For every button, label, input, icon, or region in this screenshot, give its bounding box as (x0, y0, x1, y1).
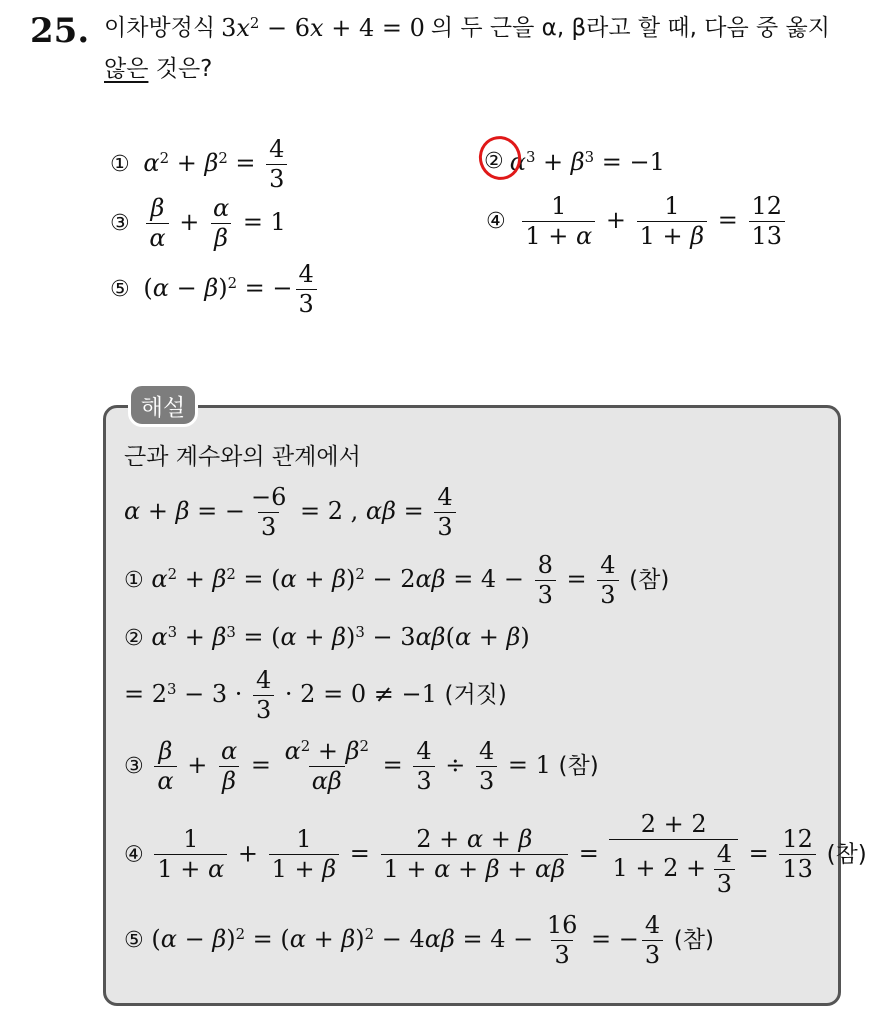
choice-4-expr: $\frac{1}{1 + \alpha}$ + $\frac{1}{1 + \beta}$ = $\frac{12}{13}$ (512, 194, 788, 249)
problem-equation: $3x^2 - 6x + 4 = 0$ (221, 13, 425, 42)
solution-line-1: ① $\alpha^2 + \beta^2 = (\alpha + \beta)^2 - 2\alpha\beta = 4$ − $\frac{8}{3}$ = $\frac{4}{3}$ (참) (124, 551, 670, 610)
solution-line-5: ⑤ $(\alpha - \beta)^2 = (\alpha + \beta)^2 - 4\alpha\beta = 4$ − $\frac{16}{3}$ = − $\frac{4}{3}$ (참) (124, 911, 714, 970)
solution-intro: 근과 계수와의 관계에서 (124, 444, 361, 470)
choice-1[interactable] (110, 137, 290, 192)
problem-line-2 (104, 58, 212, 81)
problem-line-1 (104, 13, 830, 42)
solution-line-2b: = $2^3 - 3$ · $\frac{4}{3}$ · 2 = 0 ≠ −1 (거짓) (124, 666, 507, 725)
solution-line-4: ④ $\frac{1}{1 + \alpha}$ + $\frac{1}{1 + \beta}$ = $\frac{2 + \alpha + \beta}{1 + \alpha + \beta + \alpha\beta}$ = 2 + 2 1 + 2 + $\frac{4}{3}$ = $\frac{12}{13}$ (참) (124, 810, 867, 899)
problem-line-2-rest: 것은? (148, 56, 213, 82)
choice-5[interactable] (110, 262, 320, 317)
choice-3-expr: $\frac{\beta}{\alpha}$ + $\frac{\alpha}{\beta}$ = 1 (136, 196, 286, 251)
problem-number: 25. (30, 11, 90, 51)
selected-answer-circle (473, 131, 527, 186)
choice-1-expr: $\alpha^2 + \beta^2$ = $\frac{4}{3}$ (136, 137, 291, 192)
choice-3[interactable] (110, 196, 286, 251)
underlined-word: 않은 (104, 56, 149, 82)
choice-2-expr: $\alpha^3 + \beta^3 = -1$ (509, 147, 665, 176)
choice-5-number: ⑤ (110, 276, 130, 302)
choice-1-number: ① (110, 151, 130, 177)
problem-suffix: 의 두 근을 α, β라고 할 때, 다음 중 옳지 (430, 14, 830, 41)
choice-3-number: ③ (110, 210, 130, 236)
choice-4[interactable] (486, 194, 788, 249)
solution-sum-product: α + β = − $\frac{-6}{3}$ = 2 , αβ = $\frac{4}{3}$ (124, 485, 459, 540)
choice-2-number: ② (484, 149, 504, 174)
choice-4-number: ④ (486, 208, 506, 234)
problem-prefix: 이차방정식 (104, 14, 216, 41)
solution-tag: 해설 (128, 383, 198, 427)
solution-line-3: ③ $\frac{\beta}{\alpha}$ + $\frac{\alpha}{\beta}$ = $\frac{\alpha^2 + \beta^2}{\alpha\beta}$ = $\frac{4}{3}$ ÷ $\frac{4}{3}$ = 1 (참) (124, 736, 599, 796)
solution-line-2a: ② $\alpha^3 + \beta^3 = (\alpha + \beta)^3 - 3\alpha\beta(\alpha + \beta)$ (124, 622, 530, 651)
choice-5-expr: $(\alpha - \beta)^2$ = − $\frac{4}{3}$ (136, 262, 320, 317)
